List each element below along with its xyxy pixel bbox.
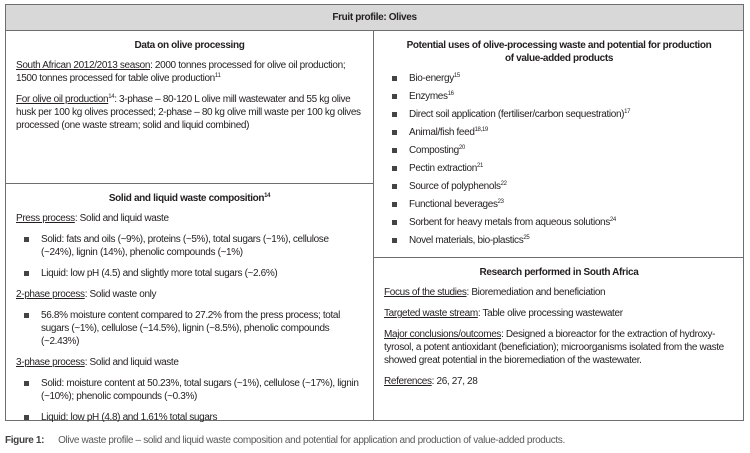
label: Focus of the studies: [384, 287, 467, 298]
text: : Table olive processing wastewater: [477, 308, 623, 319]
text: Liquid: low pH (4.5) and slightly more total sugars (~2.6%): [41, 268, 278, 279]
text: Solid: moisture content at 50.23%, total sugars (~1%), cellulose (~17%), lignin (~10%); phenolic compounds (~0.3%): [41, 378, 359, 402]
list-item: [392, 144, 734, 157]
figure-caption: [5, 434, 565, 447]
ref: 11: [214, 73, 221, 79]
list-item: [24, 377, 363, 403]
label: References: [384, 376, 432, 387]
text: Direct soil application (fertiliser/carbon sequestration): [409, 109, 625, 120]
bullet-icon: [392, 76, 397, 81]
research-cell: [374, 258, 744, 396]
uses-heading: Potential uses of olive-processing waste and potential for production of value-added products: [406, 40, 712, 64]
bullet-icon: [392, 184, 397, 189]
text: Functional beverages: [409, 199, 498, 210]
references-paragraph: [384, 375, 734, 388]
text: : 3-phase – 80-120 L olive mill wastewater and 55 kg olive husk per 100 kg olives processed; 2-phase – 80 kg olive mill waste per 100 kg olives processed (one waste stream; solid and liquid combined): [16, 94, 361, 131]
label: Major conclusions/outcomes: [384, 329, 502, 340]
uses-list: [392, 72, 734, 247]
ref: 16: [447, 91, 454, 97]
bullet-icon: [24, 381, 29, 386]
text: Composting: [409, 145, 459, 156]
bullet-icon: [24, 237, 29, 242]
text: : Solid waste only: [84, 289, 157, 300]
processing-heading: Data on olive processing: [134, 40, 245, 51]
bullet-icon: [24, 313, 29, 318]
season-paragraph: [16, 59, 363, 85]
label: 2-phase process: [16, 289, 85, 300]
research-heading: Research performed in South Africa: [479, 267, 639, 278]
stream-paragraph: [384, 307, 734, 320]
text: : 2000 tonnes processed for olive oil production; 1500 tonnes processed for table olive production: [16, 60, 346, 84]
ref: 18,19: [474, 127, 488, 133]
text: : Solid and liquid waste: [84, 357, 179, 368]
bullet-icon: [392, 220, 397, 225]
list-item: [392, 198, 734, 211]
three-phase-paragraph: [16, 356, 363, 369]
text: Solid: fats and oils (~9%), proteins (~5%), total sugars (~1%), cellulose (~24%), lignin (14%), phenolic compounds (~1%): [41, 234, 329, 258]
text: Source of polyphenols: [409, 181, 501, 192]
uses-cell: [374, 31, 744, 255]
text: 56.8% moisture content compared to 27.2% from the press process; total sugars (~1%), cellulose (~14.5%), lignin (~8.5%), phenolic compounds (~2.43%): [41, 310, 340, 347]
list-item: [24, 233, 363, 259]
list-item: [24, 267, 363, 280]
table-title: Fruit profile: Olives: [6, 5, 743, 31]
bullet-icon: [24, 271, 29, 276]
text: Bio-energy: [409, 73, 454, 84]
composition-heading: [16, 192, 363, 205]
list-item: [392, 180, 734, 193]
list-item: [392, 90, 734, 103]
text: : Solid and liquid waste: [74, 213, 169, 224]
caption-text: Olive waste profile – solid and liquid waste composition and potential for application and production of value-added products.: [58, 435, 565, 446]
bullet-icon: [392, 130, 397, 135]
bullet-icon: [392, 238, 397, 243]
press-paragraph: [16, 212, 363, 225]
bullet-icon: [392, 148, 397, 153]
ref: 17: [624, 109, 631, 115]
text: : Bioremediation and beneficiation: [466, 287, 606, 298]
three-phase-list: [24, 377, 363, 424]
two-phase-paragraph: [16, 288, 363, 301]
text: Liquid: low pH (4.8) and 1.61% total sugars: [41, 412, 218, 423]
list-item: [392, 126, 734, 139]
conclusions-paragraph: [384, 328, 734, 367]
ref: 24: [609, 217, 616, 223]
text: : 26, 27, 28: [431, 376, 478, 387]
text: Sorbent for heavy metals from aqueous solutions: [409, 217, 610, 228]
text: Enzymes: [409, 91, 448, 102]
caption-label: Figure 1:: [5, 435, 45, 446]
ref: 23: [497, 199, 504, 205]
composition-cell: [6, 184, 373, 432]
ref: 25: [523, 235, 530, 241]
ref: 14: [264, 193, 271, 199]
ref: 22: [500, 181, 507, 187]
two-phase-list: [24, 309, 363, 348]
bullet-icon: [392, 202, 397, 207]
label: For olive oil production: [16, 94, 109, 105]
ref: 15: [453, 73, 460, 79]
ref: 14: [108, 94, 115, 100]
list-item: [392, 234, 734, 247]
bullet-icon: [392, 94, 397, 99]
label: 3-phase process: [16, 357, 85, 368]
focus-paragraph: [384, 286, 734, 299]
text: Solid and liquid waste composition: [108, 193, 265, 204]
oil-production-paragraph: [16, 93, 363, 132]
text: Novel materials, bio-plastics: [409, 235, 524, 246]
label: Targeted waste stream: [384, 308, 478, 319]
text: : Designed a bioreactor for the extraction of hydroxy-tyrosol, a potent antioxidant (beneficiation); microorganisms isolated from the waste showed great potential in the bioremediation of the wastewater.: [384, 329, 724, 366]
ref: 21: [476, 163, 483, 169]
olive-profile-table: [5, 4, 744, 421]
list-item: [392, 162, 734, 175]
list-item: [392, 108, 734, 121]
label: South African 2012/2013 season: [16, 60, 151, 71]
bullet-icon: [392, 112, 397, 117]
processing-cell: [6, 31, 373, 140]
list-item: [24, 411, 363, 424]
list-item: [392, 216, 734, 229]
text: Animal/fish feed: [409, 127, 475, 138]
press-list: [24, 233, 363, 280]
label: Press process: [16, 213, 75, 224]
list-item: [392, 72, 734, 85]
list-item: [24, 309, 363, 348]
bullet-icon: [24, 415, 29, 420]
text: Pectin extraction: [409, 163, 477, 174]
bullet-icon: [392, 166, 397, 171]
ref: 20: [458, 145, 465, 151]
